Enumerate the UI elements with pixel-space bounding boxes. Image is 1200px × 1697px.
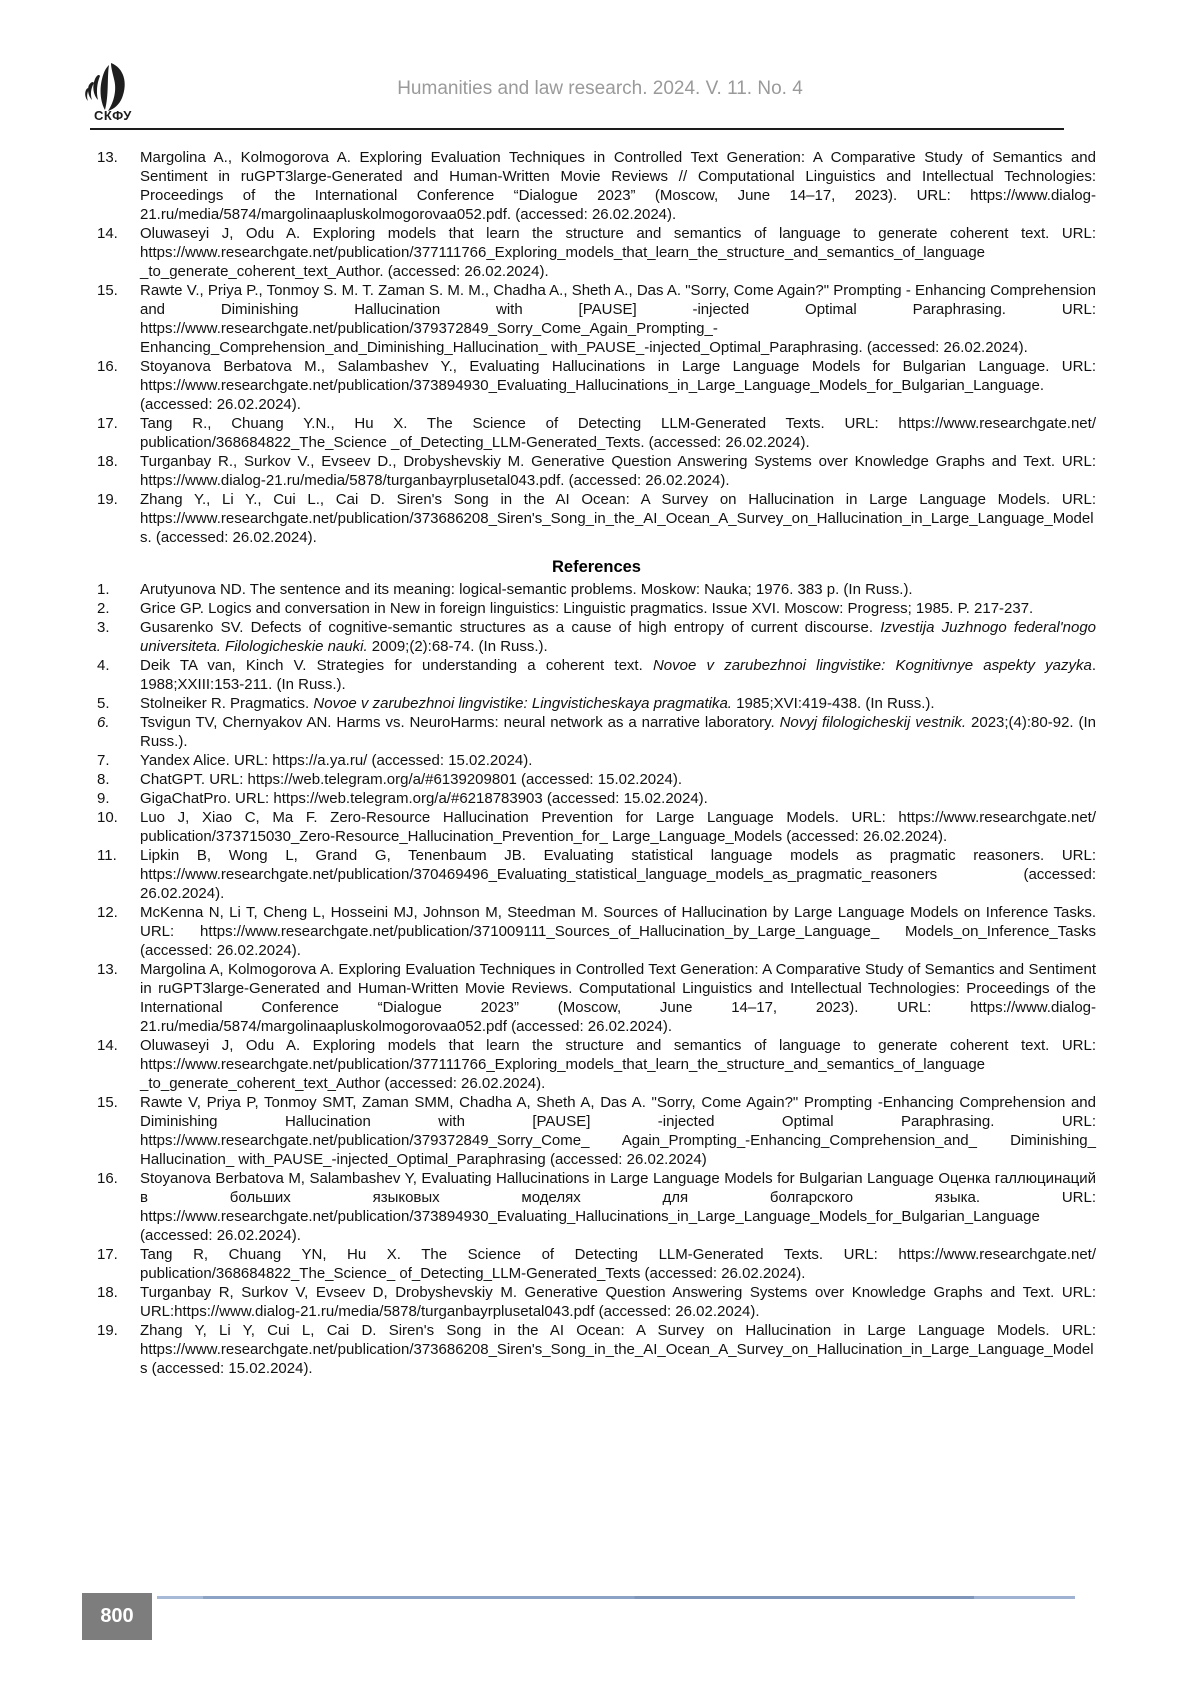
reference-text: Grice GP. Logics and conversation in New in foreign linguistics: Linguistic pragmatics. Issue XVI. Moscow: Progress; 1985. P. 217-237. bbox=[140, 600, 1034, 617]
reference-text: Margolina A, Kolmogorova A. Exploring Evaluation Techniques in Controlled Text Generation: A Comparative Study of Semantics and Sentiment in ruGPT3large-Generated and Human-Written Movie Reviews. Computational Linguistics and Intellectual Technologies: Proceedings of the International Conference “Dialogue 2023” (Moscow, June 14–17, 2023). URL: https://www.dialog-21.ru/media/5874/margolinaapluskolmogorovaa052.pdf (accessed: 26.02.2024). bbox=[140, 961, 1096, 1035]
reference-text: Lipkin B, Wong L, Grand G, Tenenbaum JB. Evaluating statistical language models as pragmatic reasoners. URL: https://www.researchgate.net/publication/370469496_Evaluating_statistical_language_models_as_pragmatic_reasoners (accessed: 26.02.2024). bbox=[140, 847, 1096, 902]
reference-item bbox=[97, 846, 1096, 903]
reference-item bbox=[97, 770, 1096, 789]
reference-text: Tsvigun TV, Chernyakov AN. Harms vs. NeuroHarms: neural network as a narrative laboratory. Novyj filologicheskij vestnik. 2023;(4):80-92. (In Russ.). bbox=[140, 714, 1096, 750]
reference-item bbox=[97, 1169, 1096, 1245]
reference-text: Oluwaseyi J, Odu A. Exploring models that learn the structure and semantics of language to generate coherent text. URL: https://www.researchgate.net/publication/377111766_Exploring_models_that_learn_the_structure_and_semantics_of_language _to_generate_coherent_text_Author (accessed: 26.02.2024). bbox=[140, 1037, 1096, 1092]
reference-number: 13. bbox=[97, 961, 118, 978]
reference-number: 16. bbox=[97, 1170, 118, 1187]
reference-text: Rawte V., Priya P., Tonmoy S. M. T. Zaman S. M. M., Chadha A., Sheth A., Das A. "Sorry, Come Again?" Prompting - Enhancing Comprehension and Diminishing Hallucination with [PAUSE] -injected Optimal Paraphrasing. URL: https://www.researchgate.net/publication/379372849_Sorry_Come_Again_Prompting_- Enhancing_Comprehension_and_Diminishing_Hallucination_ with_PAUSE_-injected_Optimal_Paraphrasing. (accessed: 26.02.2024). bbox=[140, 282, 1096, 356]
reference-item bbox=[97, 281, 1096, 357]
reference-text: Zhang Y., Li Y., Cui L., Cai D. Siren's Song in the AI Ocean: A Survey on Hallucination in Large Language Models. URL: https://www.researchgate.net/publication/373686208_Siren's_Song_in_the_AI_Ocean_A_Survey_on_Hallucination_in_Large_Language_Models. (accessed: 26.02.2024). bbox=[140, 491, 1096, 546]
reference-text: Luo J, Xiao C, Ma F. Zero-Resource Hallucination Prevention for Large Language Models. URL: https://www.researchgate.net/ publication/373715030_Zero-Resource_Hallucination_Prevention_for_ Large_Language_Models (accessed: 26.02.2024). bbox=[140, 809, 1096, 845]
reference-number: 3. bbox=[97, 619, 110, 636]
reference-item bbox=[97, 713, 1096, 751]
reference-number: 19. bbox=[97, 491, 118, 508]
reference-number: 1. bbox=[97, 581, 110, 598]
reference-item bbox=[97, 1093, 1096, 1169]
reference-text: Arutyunova ND. The sentence and its meaning: logical-semantic problems. Moskow: Nauka; 1976. 383 p. (In Russ.). bbox=[140, 581, 913, 598]
reference-item bbox=[97, 1245, 1096, 1283]
reference-item bbox=[97, 618, 1096, 656]
reference-text: Deik TA van, Kinch V. Strategies for understanding a coherent text. Novoe v zarubezhnoi lingvistike: Kognitivnye aspekty yazyka. 1988;XXIII:153-211. (In Russ.). bbox=[140, 657, 1096, 693]
reference-number: 12. bbox=[97, 904, 118, 921]
reference-number: 17. bbox=[97, 1246, 118, 1263]
references-heading: References bbox=[552, 558, 641, 576]
reference-text: Yandex Alice. URL: https://a.ya.ru/ (accessed: 15.02.2024). bbox=[140, 752, 533, 769]
reference-number: 5. bbox=[97, 695, 110, 712]
reference-item bbox=[97, 357, 1096, 414]
reference-number: 15. bbox=[97, 282, 118, 299]
reference-number: 18. bbox=[97, 1284, 118, 1301]
reference-number: 14. bbox=[97, 1037, 118, 1054]
reference-item bbox=[97, 1036, 1096, 1093]
reference-number: 4. bbox=[97, 657, 110, 674]
reference-number: 19. bbox=[97, 1322, 118, 1339]
reference-number: 7. bbox=[97, 752, 110, 769]
reference-number: 10. bbox=[97, 809, 118, 826]
reference-item bbox=[97, 751, 1096, 770]
continued-reference-list bbox=[97, 148, 1096, 547]
reference-item bbox=[97, 599, 1096, 618]
reference-item bbox=[97, 580, 1096, 599]
footer-divider bbox=[157, 1596, 1075, 1599]
reference-item bbox=[97, 903, 1096, 960]
reference-text: ChatGPT. URL: https://web.telegram.org/a/#6139209801 (accessed: 15.02.2024). bbox=[140, 771, 682, 788]
reference-text: Turganbay R., Surkov V., Evseev D., Drobyshevskiy M. Generative Question Answering Systems over Knowledge Graphs and Text. URL: https://www.dialog-21.ru/media/5878/turganbayrplusetal043.pdf. (accessed: 26.02.2024). bbox=[140, 453, 1096, 489]
reference-number: 2. bbox=[97, 600, 110, 617]
reference-number: 15. bbox=[97, 1094, 118, 1111]
reference-number: 16. bbox=[97, 358, 118, 375]
reference-text: Oluwaseyi J, Odu A. Exploring models that learn the structure and semantics of language to generate coherent text. URL: https://www.researchgate.net/publication/377111766_Exploring_models_that_learn_the_structure_and_semantics_of_language _to_generate_coherent_text_Author. (accessed: 26.02.2024). bbox=[140, 225, 1096, 280]
reference-item bbox=[97, 414, 1096, 452]
reference-text: Tang R, Chuang YN, Hu X. The Science of Detecting LLM-Generated Texts. URL: https://www.researchgate.net/ publication/368684822_The_Science_ of_Detecting_LLM-Generated_Texts (accessed: 26.02.2024). bbox=[140, 1246, 1096, 1282]
reference-item bbox=[97, 1321, 1096, 1378]
reference-number: 13. bbox=[97, 149, 118, 166]
reference-number: 18. bbox=[97, 453, 118, 470]
reference-item bbox=[97, 808, 1096, 846]
reference-text: McKenna N, Li T, Cheng L, Hosseini MJ, Johnson M, Steedman M. Sources of Hallucination by Large Language Models on Inference Tasks. URL: https://www.researchgate.net/publication/371009111_Sources_of_Hallucination_by_Large_Language_ Models_on_Inference_Tasks (accessed: 26.02.2024). bbox=[140, 904, 1096, 959]
reference-item bbox=[97, 490, 1096, 547]
reference-number: 17. bbox=[97, 415, 118, 432]
reference-number: 9. bbox=[97, 790, 110, 807]
reference-text: Tang R., Chuang Y.N., Hu X. The Science of Detecting LLM-Generated Texts. URL: https://www.researchgate.net/ publication/368684822_The_Science _of_Detecting_LLM-Generated_Texts. (accessed: 26.02.2024). bbox=[140, 415, 1096, 451]
reference-item bbox=[97, 960, 1096, 1036]
reference-item bbox=[97, 694, 1096, 713]
reference-text: Rawte V, Priya P, Tonmoy SMT, Zaman SMM, Chadha A, Sheth A, Das A. "Sorry, Come Again?" Prompting -Enhancing Comprehension and Diminishing Hallucination with [PAUSE] -injected Optimal Paraphrasing. URL: https://www.researchgate.net/publication/379372849_Sorry_Come_ Again_Prompting_-Enhancing_Comprehension_and_ Diminishing_ Hallucination_ with_PAUSE_-injected_Optimal_Paraphrasing (accessed: 26.02.2024) bbox=[140, 1094, 1096, 1168]
references-content bbox=[97, 148, 1096, 1378]
page-number-box bbox=[82, 1593, 152, 1640]
reference-text: GigaChatPro. URL: https://web.telegram.org/a/#6218783903 (accessed: 15.02.2024). bbox=[140, 790, 708, 807]
reference-text: Stoyanova Berbatova M, Salambashev Y, Evaluating Hallucinations in Large Language Models for Bulgarian Language Оценка галлюцинаций в больших языковых моделях для болгарского языка. URL: https://www.researchgate.net/publication/373894930_Evaluating_Hallucinations_in_Large_Language_Models_for_Bulgarian_Language (accessed: 26.02.2024). bbox=[140, 1170, 1096, 1244]
journal-title: Humanities and law research. 2024. V. 11. No. 4 bbox=[397, 78, 803, 99]
reference-item bbox=[97, 224, 1096, 281]
reference-list bbox=[97, 580, 1096, 1378]
reference-text: Stolneiker R. Pragmatics. Novoe v zarubezhnoi lingvistike: Lingvisticheskaya pragmatika. 1985;XVI:419-438. (In Russ.). bbox=[140, 695, 935, 712]
reference-item bbox=[97, 656, 1096, 694]
reference-item bbox=[97, 789, 1096, 808]
reference-item bbox=[97, 148, 1096, 224]
logo-text: СКФУ bbox=[94, 108, 132, 123]
reference-number: 6. bbox=[97, 714, 110, 731]
page-header bbox=[0, 0, 1200, 132]
reference-text: Margolina A., Kolmogorova A. Exploring Evaluation Techniques in Controlled Text Generation: A Comparative Study of Semantics and Sentiment in ruGPT3large-Generated and Human-Written Movie Reviews // Computational Linguistics and Intellectual Technologies: Proceedings of the International Conference “Dialogue 2023” (Moscow, June 14–17, 2023). URL: https://www.dialog-21.ru/media/5874/margolinaapluskolmogorovaa052.pdf. (accessed: 26.02.2024). bbox=[140, 149, 1096, 223]
reference-text: Gusarenko SV. Defects of cognitive-semantic structures as a cause of high entropy of current discourse. Izvestija Juzhnogo federal'nogo universiteta. Filologicheskie nauki. 2009;(2):68-74. (In Russ.). bbox=[140, 619, 1096, 655]
reference-number: 8. bbox=[97, 771, 110, 788]
page-number: 800 bbox=[100, 1605, 134, 1627]
reference-number: 14. bbox=[97, 225, 118, 242]
reference-item bbox=[97, 452, 1096, 490]
reference-text: Turganbay R, Surkov V, Evseev D, Drobyshevskiy M. Generative Question Answering Systems over Knowledge Graphs and Text. URL: URL:https://www.dialog-21.ru/media/5878/turganbayrplusetal043.pdf (accessed: 26.02.2024). bbox=[140, 1284, 1096, 1320]
reference-item bbox=[97, 1283, 1096, 1321]
reference-text: Zhang Y, Li Y, Cui L, Cai D. Siren's Song in the AI Ocean: A Survey on Hallucination in Large Language Models. URL: https://www.researchgate.net/publication/373686208_Siren's_Song_in_the_AI_Ocean_A_Survey_on_Hallucination_in_Large_Language_Models (accessed: 15.02.2024). bbox=[140, 1322, 1096, 1377]
reference-text: Stoyanova Berbatova M., Salambashev Y., Evaluating Hallucinations in Large Language Models for Bulgarian Language. URL: https://www.researchgate.net/publication/373894930_Evaluating_Hallucinations_in_Large_Language_Models_for_Bulgarian_Language. (accessed: 26.02.2024). bbox=[140, 358, 1096, 413]
header-divider bbox=[90, 128, 1064, 130]
reference-number: 11. bbox=[97, 847, 117, 864]
